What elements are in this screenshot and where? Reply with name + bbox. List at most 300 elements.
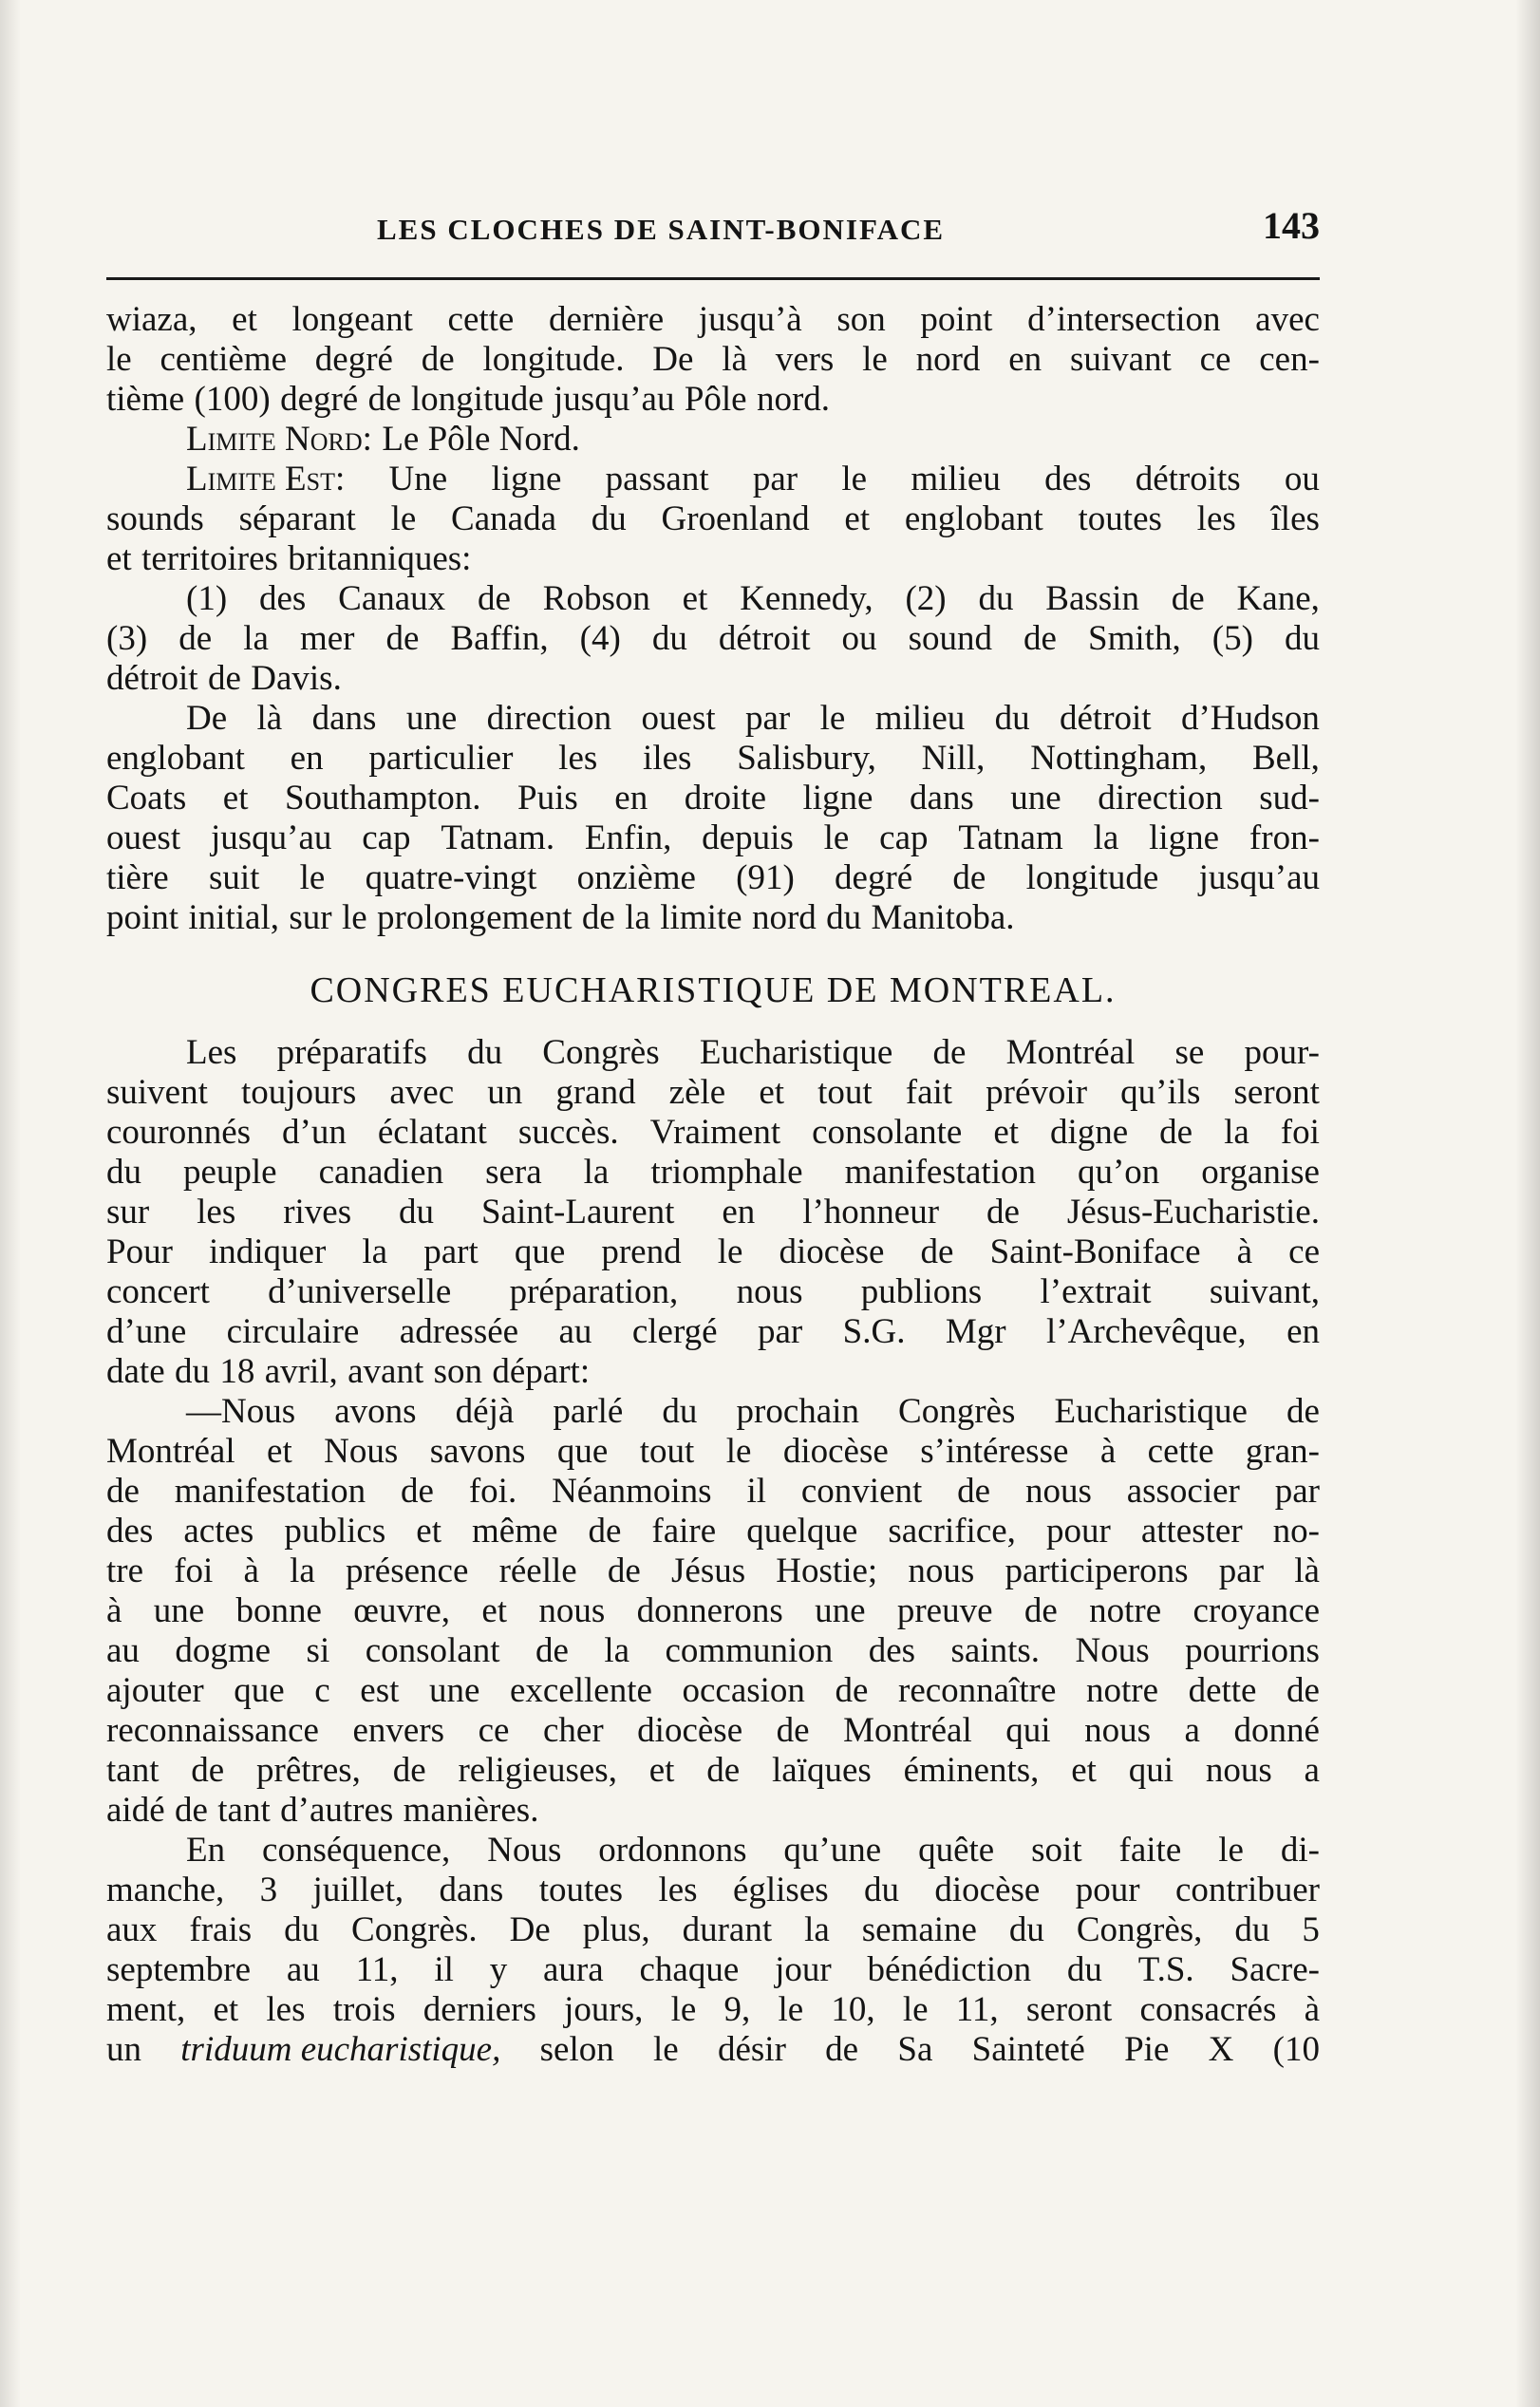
word: foi [1280, 1113, 1320, 1152]
word: du [662, 1392, 698, 1431]
word: ligne [1149, 818, 1220, 857]
text-line [106, 420, 1320, 460]
word: œuvre, [353, 1591, 451, 1630]
word: qu’une [783, 1831, 882, 1870]
word: jusqu’au [1198, 858, 1320, 897]
running-title: LES CLOCHES DE SAINT-BONIFACE [377, 213, 946, 246]
word: à [106, 1591, 122, 1630]
word: et [267, 1432, 292, 1471]
word: et [222, 779, 249, 818]
word: De [652, 340, 694, 379]
word: quête [918, 1831, 995, 1870]
word: présence [345, 1551, 469, 1590]
word: soit [1031, 1831, 1082, 1870]
word: Nottingham, [1030, 739, 1208, 778]
word: particulier [368, 739, 514, 778]
word: date [106, 1352, 165, 1391]
word: son [433, 1352, 483, 1391]
word: jusqu’à [698, 300, 802, 339]
word: le [106, 340, 132, 379]
word: —Nous [186, 1392, 296, 1431]
word: et [648, 1751, 675, 1790]
word: nous [1084, 1711, 1151, 1750]
word: Hostie; [776, 1551, 878, 1590]
word: la [1224, 1113, 1249, 1152]
word: Coats [106, 779, 187, 818]
word: savons [429, 1432, 526, 1471]
word: Nous [487, 1831, 562, 1870]
word: pour [1075, 1871, 1140, 1909]
word: participerons [1005, 1551, 1189, 1590]
word: l’Archevêque, [1046, 1312, 1247, 1351]
word: pour [1045, 1512, 1111, 1551]
word: Puis [517, 779, 578, 818]
word: par [745, 699, 791, 738]
word: Baffin, [450, 619, 549, 658]
word: X [1208, 2030, 1234, 2069]
word: y [489, 1950, 508, 1989]
paragraph-straits-list [106, 579, 1320, 699]
word: durant [682, 1910, 773, 1949]
word: en [722, 1193, 756, 1232]
word: zèle [668, 1073, 726, 1112]
word: pourrions [1185, 1631, 1320, 1670]
word: du [994, 699, 1030, 738]
word: cap [879, 818, 929, 857]
word: conséquence, [262, 1831, 451, 1870]
word: actes [183, 1512, 254, 1551]
word: là [256, 699, 283, 738]
word: diocèse [782, 1432, 889, 1471]
word: derniers [423, 1990, 536, 2029]
word: Montréal [1005, 1033, 1136, 1072]
word: couronnés [106, 1113, 252, 1152]
word: excellente [509, 1671, 652, 1710]
word: le [390, 499, 417, 538]
word: fron- [1249, 818, 1320, 857]
word: du [106, 1153, 141, 1192]
text-line [106, 539, 1320, 579]
text-line [106, 1113, 1320, 1153]
word: que [234, 1671, 285, 1710]
text-line [106, 699, 1320, 739]
word: la [583, 1153, 610, 1192]
word: passant [605, 460, 709, 498]
word: à [243, 1551, 259, 1590]
word: longitude [410, 380, 544, 419]
word: Nill, [921, 739, 986, 778]
text-line [106, 1272, 1320, 1312]
word: dans [311, 699, 377, 738]
word: là [722, 340, 747, 379]
word: (4) [579, 619, 621, 658]
word: le [819, 699, 846, 738]
word: ce [478, 1711, 510, 1750]
word: Nous [1075, 1631, 1150, 1670]
word: wiaza, [106, 300, 197, 339]
word: toujours [240, 1073, 357, 1112]
word: aura [543, 1950, 604, 1989]
word: Eucharistique [699, 1033, 893, 1072]
word: succès. [517, 1113, 619, 1152]
word: Davis. [251, 659, 342, 698]
word: le [653, 2030, 679, 2069]
word: et [213, 1990, 239, 2029]
word: longeant [291, 300, 413, 339]
word: Néanmoins [552, 1472, 712, 1511]
word: des [106, 1512, 154, 1551]
word: le [670, 1990, 697, 2029]
word: degré [835, 858, 913, 897]
word: Congrès [542, 1033, 660, 1072]
text-line [106, 1711, 1320, 1751]
word: aux [106, 1910, 158, 1949]
word: dogme [175, 1631, 272, 1670]
word: triomphale [650, 1153, 803, 1192]
word: nous [908, 1551, 975, 1590]
word: Jésus-Eucharistie. [1066, 1193, 1320, 1232]
text-line [106, 1990, 1320, 2030]
word: notre [1085, 1671, 1158, 1710]
word: selon [539, 2030, 614, 2069]
word: de [191, 1751, 225, 1790]
word: du [1008, 1910, 1044, 1949]
word: préparatifs [276, 1033, 427, 1072]
word: de [1286, 1671, 1320, 1710]
word: tant [106, 1751, 160, 1790]
text-line [106, 1910, 1320, 1950]
word: Southampton. [284, 779, 481, 818]
word: du [1234, 1910, 1270, 1949]
word: le [902, 1990, 929, 2029]
word: de [835, 1671, 869, 1710]
word: et [232, 300, 257, 339]
word: à [1304, 1990, 1320, 2029]
word: et [106, 539, 132, 578]
word: gran- [1245, 1432, 1320, 1471]
word: de [1024, 1591, 1058, 1630]
word: nord [915, 340, 981, 379]
text-span: Le Pôle Nord. [382, 420, 580, 459]
word: depuis [702, 818, 794, 857]
word: prévoir [986, 1073, 1088, 1112]
word: de [385, 619, 420, 658]
word: le [341, 898, 367, 937]
word: les [658, 1871, 698, 1909]
word: de [178, 619, 213, 658]
word: tième [106, 380, 185, 419]
word: Tatnam [958, 818, 1063, 857]
word: 9, [723, 1990, 751, 2029]
text-line [106, 1153, 1320, 1193]
word: croyance [1193, 1591, 1320, 1630]
word: sera [485, 1153, 542, 1192]
word: vers [775, 340, 835, 379]
text-line [106, 779, 1320, 818]
word: S.G. [842, 1312, 906, 1351]
word: et [993, 1113, 1020, 1152]
word: une [153, 1591, 205, 1630]
word: suivant, [1209, 1272, 1320, 1311]
word: limite [660, 898, 742, 937]
text-line [106, 1472, 1320, 1512]
word: jour [775, 1950, 832, 1989]
word: De [186, 699, 228, 738]
word: c [314, 1671, 330, 1710]
word: di- [1280, 1831, 1320, 1870]
word: territoires [141, 539, 278, 578]
paragraph-consequence [106, 1831, 1320, 2070]
text-line [106, 1352, 1320, 1392]
word: de [706, 1751, 741, 1790]
word: En [186, 1831, 226, 1870]
word: nous [736, 1272, 803, 1311]
word: l’extrait [1040, 1272, 1152, 1311]
word: iles [643, 739, 692, 778]
word: Les [186, 1033, 237, 1072]
word: par [752, 460, 798, 498]
word: Sacre- [1230, 1950, 1320, 1989]
word: de [535, 1631, 569, 1670]
word: milieu [874, 699, 966, 738]
word: prochain [736, 1392, 859, 1431]
word: en [1008, 340, 1042, 379]
word: manche, [106, 1871, 225, 1909]
word: Congrès. [351, 1910, 478, 1949]
word: ou [841, 619, 877, 658]
word: de [1024, 619, 1057, 658]
word: Robson [542, 579, 650, 618]
word: une [405, 699, 458, 738]
word: le [841, 460, 868, 498]
word: consolante [812, 1113, 963, 1152]
paragraph-congres-intro [106, 1033, 1320, 1392]
word: jours, [564, 1990, 644, 2029]
word: la [243, 619, 269, 658]
word: prêtres, [256, 1751, 361, 1790]
word: au [286, 1950, 320, 1989]
paragraph-hudson [106, 699, 1320, 938]
word: De [509, 1910, 551, 1949]
word: Saint-Laurent [480, 1193, 675, 1232]
word: déjà [455, 1392, 515, 1431]
text-line [106, 380, 1320, 420]
word: en [290, 739, 324, 778]
word: de [1171, 579, 1205, 618]
word: ordonnons [598, 1831, 747, 1870]
word: à [1236, 1232, 1253, 1271]
word: les [197, 1193, 236, 1232]
word: de [207, 659, 241, 698]
word: le [778, 1990, 804, 2029]
word: Nous [324, 1432, 399, 1471]
word: avec [389, 1073, 455, 1112]
word: de [607, 1551, 641, 1590]
word: 18 [219, 1352, 255, 1391]
word: il [434, 1950, 454, 1989]
word: indiquer [209, 1232, 327, 1271]
word: de [478, 579, 511, 618]
word: manières. [403, 1791, 539, 1830]
word: droite [684, 779, 767, 818]
word: publions [860, 1272, 983, 1311]
word: clergé [631, 1312, 718, 1351]
italic-phrase: triduum eucharistique, [180, 2030, 501, 2069]
word: et [682, 579, 708, 618]
paragraph-limite-nord [106, 420, 1320, 460]
word: ou [1284, 460, 1320, 498]
word: à [1099, 1432, 1117, 1471]
text-line [106, 619, 1320, 659]
word: de [174, 1791, 208, 1830]
text-line [106, 818, 1320, 858]
word: un [487, 1073, 523, 1112]
text-line [106, 1631, 1320, 1671]
word: Enfin, [584, 818, 672, 857]
word: suivant [1069, 340, 1172, 379]
word: adressée [399, 1312, 519, 1351]
word: la [362, 1232, 388, 1271]
word: au [558, 1312, 592, 1351]
word: quelque [746, 1512, 858, 1551]
word: les [558, 739, 598, 778]
word: éclatant [377, 1113, 487, 1152]
word: direction [1098, 779, 1223, 818]
word: de [825, 2030, 859, 2069]
word: du [1284, 619, 1320, 658]
word: qui [1128, 1751, 1174, 1790]
word: par [1218, 1551, 1265, 1590]
section-heading: CONGRES EUCHARISTIQUE DE MONTREAL. [310, 970, 1117, 1010]
word: ouest [106, 818, 181, 857]
word: organise [1201, 1153, 1320, 1192]
word: dans [439, 1871, 504, 1909]
text-line [106, 2030, 1320, 2070]
word: Bell, [1251, 739, 1320, 778]
word: que [514, 1232, 566, 1271]
word: manifestation [844, 1153, 1036, 1192]
section-label: Limite Nord: [186, 420, 372, 459]
word: le [1218, 1831, 1244, 1870]
word: (1) [186, 579, 228, 618]
word: point [920, 300, 993, 339]
word: prend [601, 1232, 682, 1271]
word: concert [106, 1272, 210, 1311]
word: diocèse [779, 1232, 885, 1271]
word: nous [1024, 1472, 1092, 1511]
word: a [1184, 1711, 1200, 1750]
word: la [1093, 818, 1119, 857]
word: éminents, [903, 1751, 1040, 1790]
word: associer [1126, 1472, 1240, 1511]
word: longitude. [482, 340, 625, 379]
word: départ: [492, 1352, 591, 1391]
word: (100) [194, 380, 271, 419]
word: 10, [831, 1990, 875, 2029]
word: a [1304, 1751, 1320, 1790]
word: Eucharistique [1054, 1392, 1248, 1431]
word: il [746, 1472, 767, 1511]
text-line [106, 1392, 1320, 1432]
word: Pour [106, 1232, 173, 1271]
word: et [759, 1073, 785, 1112]
word: toutes [538, 1871, 624, 1909]
word: qu’on [1077, 1153, 1160, 1192]
word: Bassin [1045, 579, 1139, 618]
word: de [932, 1033, 967, 1072]
word: nous [1205, 1751, 1272, 1790]
word: avant [347, 1352, 424, 1391]
word: cen- [1259, 340, 1320, 379]
word: Pie [1124, 2030, 1170, 2069]
word: une [1010, 779, 1061, 818]
word: Kennedy, [740, 579, 873, 618]
page-header [106, 201, 1320, 258]
word: occasion [682, 1671, 805, 1710]
word: plus, [582, 1910, 650, 1949]
text-line [106, 300, 1320, 340]
word: les [1196, 499, 1236, 538]
text-line [106, 739, 1320, 779]
word: de [581, 898, 615, 937]
word: centième [160, 340, 288, 379]
word: no- [1272, 1512, 1320, 1551]
word: avec [1255, 300, 1320, 339]
word: et [844, 499, 871, 538]
word: nord. [756, 380, 831, 419]
word: jusqu’au [210, 818, 332, 857]
text-line [106, 1671, 1320, 1711]
word: le [725, 1432, 752, 1471]
word: tre [106, 1551, 144, 1590]
word: degré [314, 340, 393, 379]
word: au [106, 1631, 140, 1670]
word: britanniques: [288, 539, 472, 578]
word: attester [1140, 1512, 1243, 1551]
word: d’une [106, 1312, 187, 1351]
word: canadien [318, 1153, 444, 1192]
word: le [823, 818, 850, 857]
word: de [986, 1193, 1020, 1232]
word: contribuer [1174, 1871, 1320, 1909]
word: Jésus [671, 1551, 746, 1590]
word: chaque [639, 1950, 740, 1989]
word: le [862, 340, 888, 379]
word: reconnaître [898, 1671, 1057, 1710]
word: Canaux [338, 579, 446, 618]
text-line [106, 1033, 1320, 1073]
word: 11, [355, 1950, 399, 1989]
text-line [106, 1512, 1320, 1551]
word: fait [905, 1073, 953, 1112]
text-line [106, 579, 1320, 619]
word: des [868, 1631, 916, 1670]
word: seront [1025, 1990, 1113, 2029]
word: aidé [106, 1791, 165, 1830]
word: preuve [896, 1591, 993, 1630]
word: sounds [106, 499, 204, 538]
word: prolongement [377, 898, 573, 937]
word: sud- [1259, 779, 1320, 818]
word: qui [1005, 1711, 1051, 1750]
word: Une [388, 460, 448, 498]
word: manifestation [174, 1472, 366, 1511]
word: la [290, 1551, 315, 1590]
word: tout [639, 1432, 695, 1471]
word: semaine [861, 1910, 977, 1949]
header-rule [106, 277, 1320, 280]
text-line [106, 1871, 1320, 1910]
